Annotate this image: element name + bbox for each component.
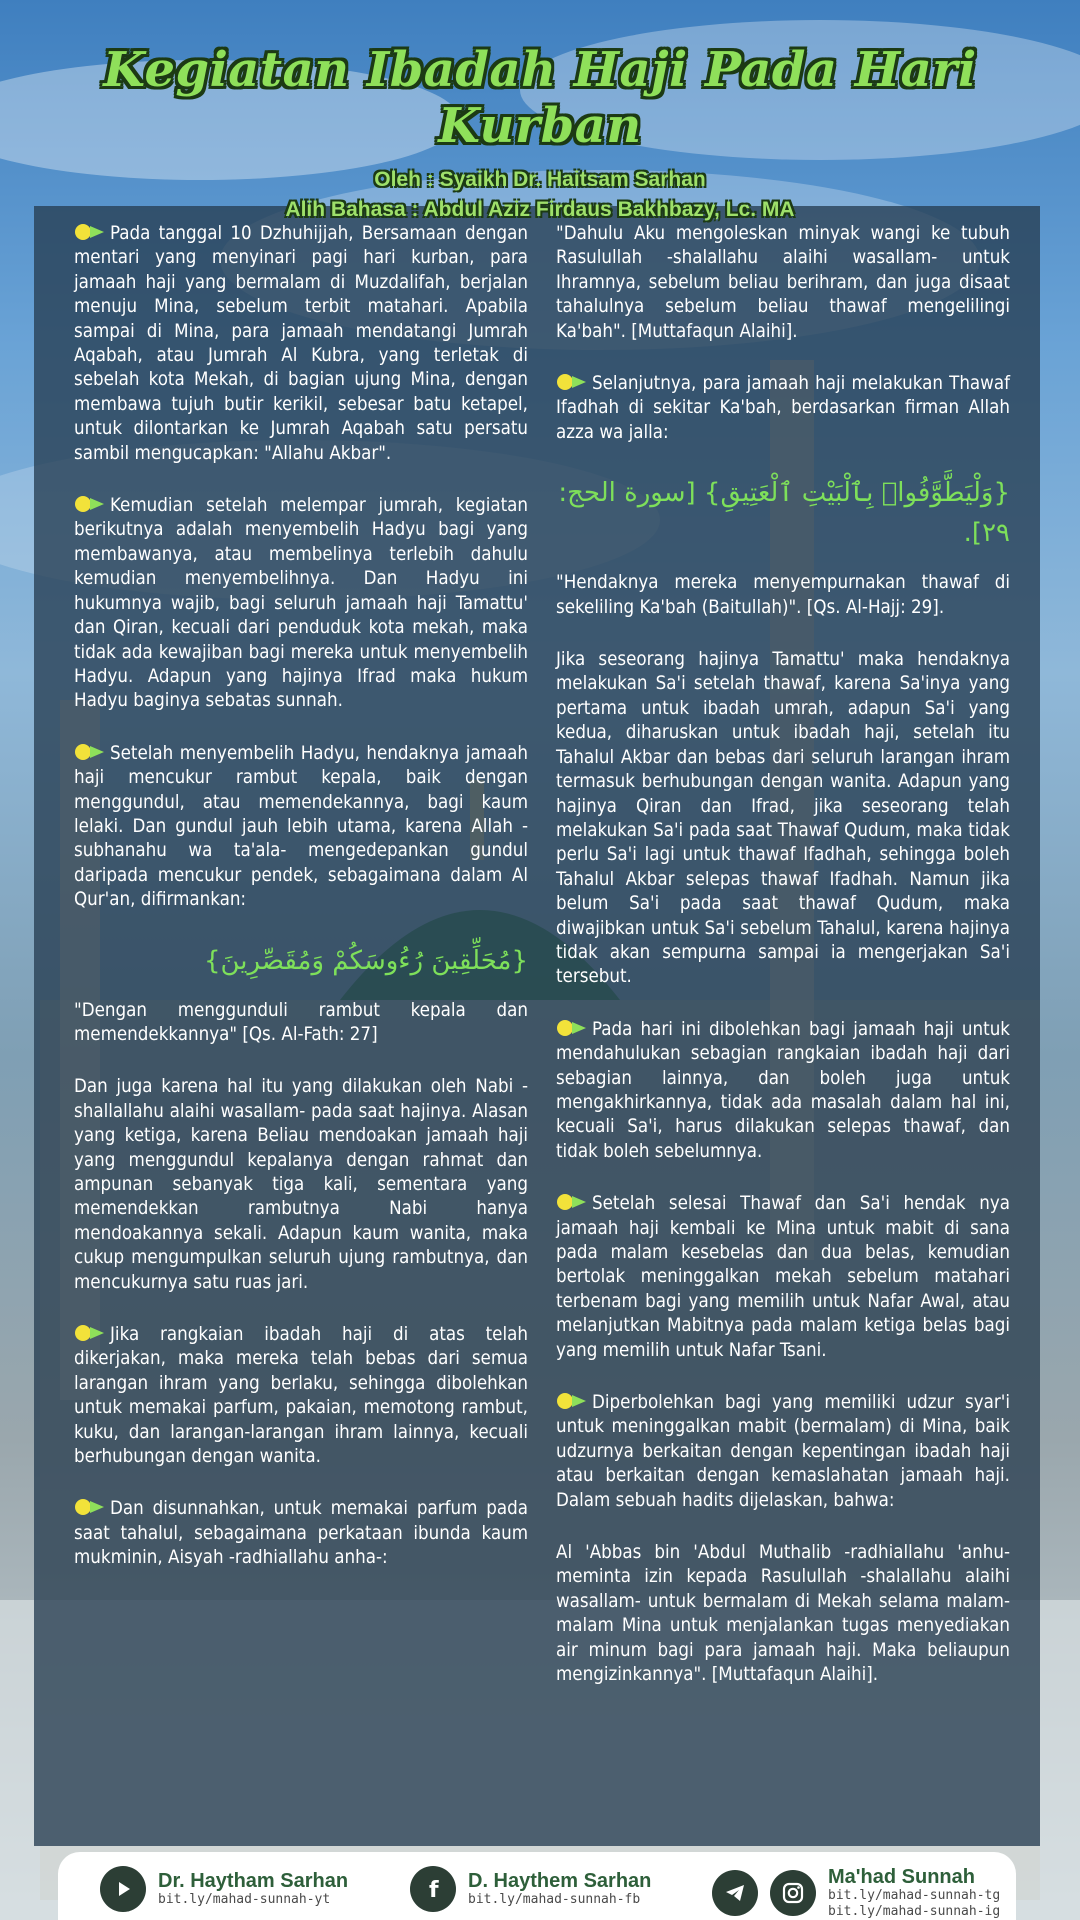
bullet-arrow-icon: [74, 1498, 106, 1516]
telegram-url[interactable]: bit.ly/mahad-sunnah-tg: [828, 1888, 1001, 1903]
paragraph: "Dahulu Aku mengoleskan minyak wangi ke tubuh Rasulullah -shalallahu alaihi wasallam- untuk Ihramnya, sebelum beliau berihram, dan juga disaat tahalulnya sebelum beliau thawaf mengelilingi Ka'bah". [Muttafaqun Alaihi].: [556, 223, 1010, 342]
paragraph: [556, 1192, 1010, 1363]
svg-text:f: f: [429, 1878, 439, 1901]
youtube-icon: [100, 1866, 146, 1912]
bullet-arrow-icon: [556, 1193, 588, 1211]
paragraph: [74, 1497, 528, 1570]
youtube-channel-name: Dr. Haytham Sarhan: [158, 1870, 349, 1892]
bullet-arrow-icon: [74, 743, 106, 761]
facebook-icon: [410, 1866, 456, 1912]
paragraph: [74, 1323, 528, 1469]
paragraph: Al 'Abbas bin 'Abdul Muthalib -radhiallahu 'anhu- meminta izin kepada Rasulullah -shalallahu alaihi wasallam- untuk bermalam di Mekah selama malam-malam Mina untuk menjalankan tugas menyediakan air minum bagi para jamaah haji. Maka beliaupun mengizinkannya". [Muttafaqun Alaihi].: [556, 1542, 1010, 1686]
telegram-icon: [712, 1870, 758, 1916]
bullet-arrow-icon: [556, 1392, 588, 1410]
paragraph-text: Jika rangkaian ibadah haji di atas telah dikerjakan, maka mereka telah bebas dari semua larangan ihram yang berlaku, sehingga dibolehkan untuk memakai parfum, pakaian, memotong rambut, kuku, dan larangan-larangan ihram lainnya, kecuali berhubungan dengan wanita.: [74, 1324, 528, 1468]
paragraph: [74, 742, 528, 913]
paragraph-text: Setelah selesai Thawaf dan Sa'i hendak nya jamaah haji kembali ke Mina untuk mabit di sana pada malam kesebelas dan dua belas, kemudian bertolak meninggalkan mekah sebelum matahari terbenam bagi yang memilih untuk Nafar Awal, atau melanjutkan Mabitnya pada malam ketiga belas bagi yang memilih untuk Nafar Tsani.: [556, 1193, 1010, 1361]
footer-social-bar: [58, 1852, 1016, 1920]
facebook-link[interactable]: [410, 1866, 651, 1912]
header: [0, 30, 1080, 228]
youtube-url[interactable]: bit.ly/mahad-sunnah-yt: [158, 1892, 331, 1907]
paragraph: Jika seseorang hajinya Tamattu' maka hendaknya melakukan Sa'i setelah thawaf, karena Sa'inya yang pertama untuk ibadah umrah, adapun Sa'i yang kedua, diharuskan untuk ibadah haji, setelah itu Tahalul Akbar dan bebas dari seluruh larangan ihram termasuk berhubungan dengan wanita. Adapun yang hajinya Qiran dan Ifrad, jika seseorang telah melakukan Sa'i pada saat Thawaf Qudum, maka tidak perlu Sa'i lagi untuk thawaf Ifadhah, sehingga boleh Tahalul Akbar selepas thawaf Ifadhah. Namun jika belum Sa'i pada saat thawaf Qudum, maka diwajibkan untuk Sa'i sebelum Tahalul, karena hajinya tidak akan sempurna sampai ia mengerjakan Sa'i tersebut.: [556, 649, 1010, 988]
bullet-arrow-icon: [74, 495, 106, 513]
mahad-sunnah-name: Ma'had Sunnah: [828, 1866, 975, 1888]
right-column: [556, 222, 1010, 1716]
page-title: Kegiatan Ibadah Haji Pada Hari Kurban: [103, 42, 977, 154]
paragraph: Dan juga karena hal itu yang dilakukan oleh Nabi -shallallahu alaihi wasallam- pada saat hajinya. Alasan yang ketiga, karena Beliau mendoakan jamaah haji yang menggundul kepalanya dengan rahmat dan ampunan sebanyak tiga kali, sementara yang memendekkan rambutnya Nabi hanya mendoakannya sekali. Adapun kaum wanita, maka cukup mengumpulkan seluruh ujung rambutnya, dan mencukurnya satu ruas jari.: [74, 1076, 528, 1293]
paragraph: [74, 222, 528, 466]
bullet-arrow-icon: [556, 1019, 588, 1037]
paragraph-text: Pada tanggal 10 Dzhuhijjah, Bersamaan dengan mentari yang menyinari pagi hari kurban, para jamaah haji yang bermalam di Muzdalifah, berjalan menuju Mina, sebelum terbit matahari. Apabila sampai di Mina, para jamaah mendatangi Jumrah Aqabah, atau Jumrah Al Kubra, yang terletak di sebelah kota Mekah, di bagian ujung Mina, dengan membawa tujuh butir kerikil, sebesar batu ketapel, untuk dilontarkan ke Jumrah Aqabah satu persatu sambil mengucapkan: "Allahu Akbar".: [74, 223, 528, 464]
instagram-icon: [770, 1870, 816, 1916]
paragraph: [74, 494, 528, 714]
left-column: [74, 222, 528, 1599]
paragraph-text: Pada hari ini dibolehkan bagi jamaah haji untuk mendahulukan sebagian rangkaian ibadah haji dari sebagian lainnya, dan boleh juga untuk mengakhirkannya, tidak ada masalah dalam hal ini, kecuali Sa'i, harus dilakukan selepas thawaf, dan tidak boleh sebelumnya.: [556, 1018, 1010, 1162]
paragraph-text: Setelah menyembelih Hadyu, hendaknya jamaah haji mencukur rambut kepala, baik dengan menggundul, atau memendekannya, bagi kaum lelaki. Dan gundul jauh lebih utama, karena Allah -subhanahu wa ta'ala- mengedepankan gundul daripada mencukur pendek, sebagaimana dalam Al Qur'an, difirmankan:: [74, 742, 528, 911]
paragraph: [556, 1391, 1010, 1513]
instagram-url[interactable]: bit.ly/mahad-sunnah-ig: [828, 1904, 1001, 1919]
paragraph: [556, 372, 1010, 445]
bullet-arrow-icon: [74, 223, 106, 241]
paragraph-text: Kemudian setelah melempar jumrah, kegiatan berikutnya adalah menyembelih Hadyu bagi yang membawanya, atau membelinya terlebih dahulu kemudian menyembelihnya. Dan Hadyu ini hukumnya wajib, bagi seluruh jamaah haji Tamattu' dan Qiran, kecuali dari penduduk kota mekah, maka tidak ada kewajiban bagi mereka untuk menyembelih Hadyu. Adapun yang hajinya Ifrad maka hukum Hadyu baginya sebatas sunnah.: [74, 495, 528, 712]
bullet-arrow-icon: [74, 1324, 106, 1342]
author-line: Oleh : Syaikh Dr. Haitsam Sarhan: [374, 168, 706, 191]
verse-translation: "Hendaknya mereka menyempurnakan thawaf di sekeliling Ka'bah (Baitullah)". [Qs. Al-Hajj: 29].: [556, 572, 1010, 618]
arabic-verse: {وَلْيَطَّوَّفُوا۟ بِٱلْبَيْتِ ٱلْعَتِيقِ} [سورة الحج: ٢٩].: [558, 478, 1010, 549]
verse-translation: "Dengan menggunduli rambut kepala dan memendekkannya" [Qs. Al-Fath: 27]: [74, 999, 528, 1045]
facebook-page-name: D. Haythem Sarhan: [468, 1870, 652, 1892]
paragraph-text: Diperbolehkan bagi yang memiliki udzur syar'i untuk meninggalkan mabit (bermalam) di Mina, baik udzurnya berkaitan dengan kepentingan ibadah haji atau berkaitan dengan kemaslahatan jamaah haji. Dalam sebuah hadits dijelaskan, bahwa:: [556, 1392, 1010, 1511]
bullet-arrow-icon: [556, 373, 588, 391]
translator-line: Alih Bahasa : Abdul Aziz Firdaus Bakhbazy, Lc. MA: [285, 198, 795, 221]
paragraph: [556, 1018, 1010, 1164]
facebook-url[interactable]: bit.ly/mahad-sunnah-fb: [468, 1892, 641, 1907]
arabic-verse: {مُحَلِّقِينَ رُءُوسَكُمْ وَمُقَصِّرِينَ}: [203, 945, 528, 976]
paragraph-text: Selanjutnya, para jamaah haji melakukan Thawaf Ifadhah di sekitar Ka'bah, berdasarkan firman Allah azza wa jalla:: [556, 373, 1010, 443]
youtube-link[interactable]: [100, 1866, 348, 1912]
mahad-sunnah-links[interactable]: [712, 1866, 1000, 1920]
paragraph-text: Dan disunnahkan, untuk memakai parfum pada saat tahalul, sebagaimana perkataan ibunda kaum mukminin, Aisyah -radhiallahu anha-:: [74, 1498, 528, 1569]
